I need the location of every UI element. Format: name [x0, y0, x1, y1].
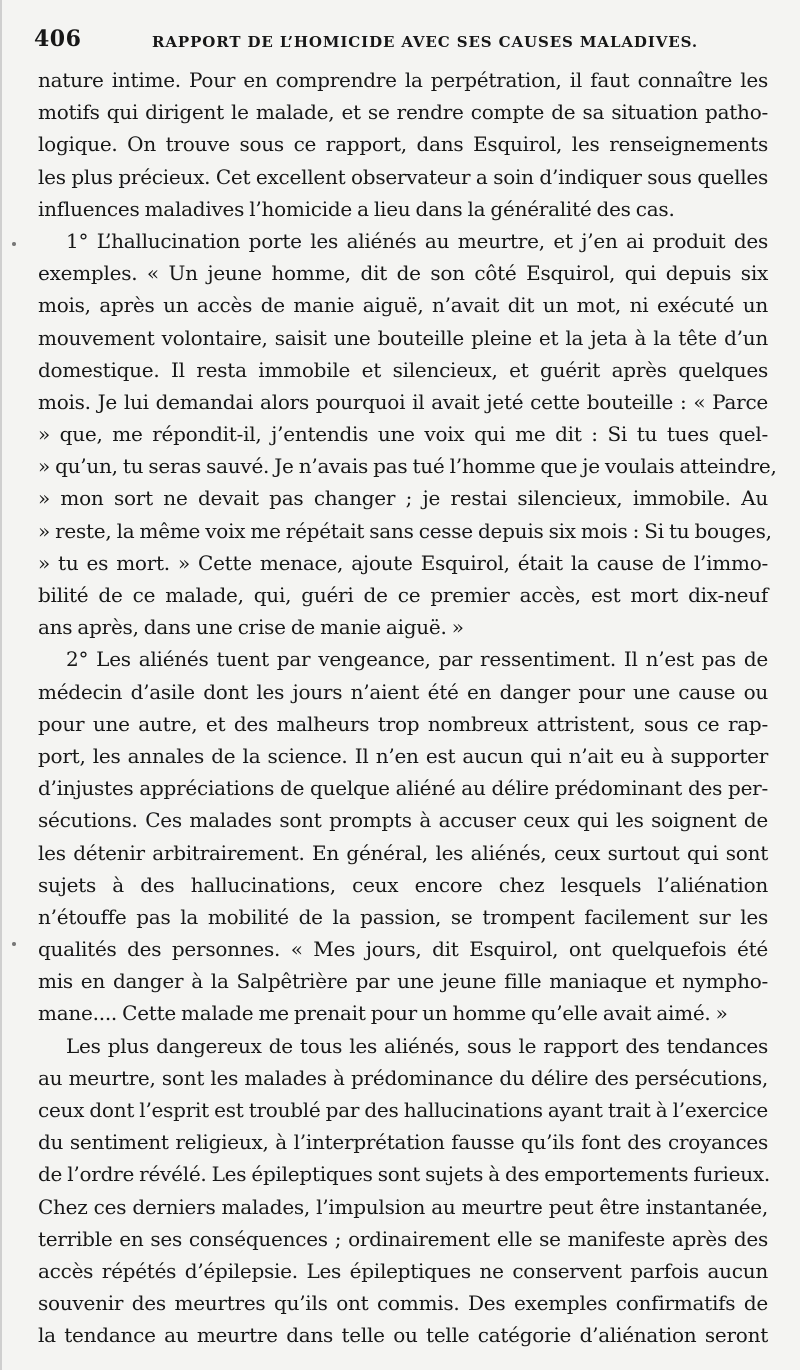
text-line: port, les annales de la science. Il n’en est aucun qui n’ait eu à supporter	[38, 743, 768, 768]
text-line: ans après, dans une crise de manie aiguë. »	[38, 615, 464, 640]
text-line: mouvement volontaire, saisit une bouteille pleine et la jeta à la tête d’un	[38, 325, 768, 350]
text-line: mis en danger à la Salpêtrière par une jeune fille maniaque et nympho-	[38, 969, 768, 994]
running-head	[34, 26, 776, 62]
body-text	[38, 64, 777, 1352]
text-line: du sentiment religieux, à l’interprétation fausse qu’ils font des croyances	[38, 1130, 768, 1155]
text-line: la tendance au meurtre dans telle ou telle catégorie d’aliénation seront	[38, 1323, 768, 1348]
paragraph-start-line: 2° Les aliénés tuent par vengeance, par ressentiment. Il n’est pas de	[66, 647, 768, 672]
text-line: de l’ordre révélé. Les épileptiques sont sujets à des emportements furieux.	[38, 1162, 770, 1187]
text-line: les détenir arbitrairement. En général, les aliénés, ceux surtout qui sont	[38, 840, 768, 865]
text-line: exemples. « Un jeune homme, dit de son côté Esquirol, qui depuis six	[38, 261, 768, 286]
gutter-mark	[12, 242, 16, 246]
text-line: pour une autre, et des malheurs trop nombreux attristent, sous ce rap-	[38, 711, 768, 736]
text-line: mois, après un accès de manie aiguë, n’avait dit un mot, ni exécuté un	[38, 293, 768, 318]
gutter-mark	[12, 942, 16, 946]
text-line: souvenir des meurtres qu’ils ont commis. Des exemples confirmatifs de	[38, 1291, 768, 1316]
text-line: motifs qui dirigent le malade, et se rendre compte de sa situation patho-	[38, 100, 768, 125]
text-line: » qu’un, tu seras sauvé. Je n’avais pas tué l’homme que je voulais atteindre,	[38, 454, 777, 479]
text-line: accès répétés d’épilepsie. Les épileptiques ne conservent parfois aucun	[38, 1258, 768, 1283]
text-line: terrible en ses conséquences ; ordinairement elle se manifeste après des	[38, 1226, 768, 1251]
text-line: les plus précieux. Cet excellent observateur a soin d’indiquer sous quelles	[38, 164, 768, 189]
text-line: qualités des personnes. « Mes jours, dit Esquirol, ont quelquefois été	[38, 937, 768, 962]
text-line: » que, me répondit-il, j’entendis une voix qui me dit : Si tu tues quel-	[38, 422, 768, 447]
text-line: mois. Je lui demandai alors pourquoi il avait jeté cette bouteille : « Parce	[38, 389, 768, 414]
text-line: influences maladives l’homicide a lieu dans la généralité des cas.	[38, 196, 675, 221]
text-line: médecin d’asile dont les jours n’aient été en danger pour une cause ou	[38, 679, 768, 704]
text-line: domestique. Il resta immobile et silencieux, et guérit après quelques	[38, 357, 768, 382]
text-line: » tu es mort. » Cette menace, ajoute Esquirol, était la cause de l’immo-	[38, 550, 768, 575]
text-line: » mon sort ne devait pas changer ; je restai silencieux, immobile. Au	[38, 486, 768, 511]
text-line: nature intime. Pour en comprendre la perpétration, il faut connaître les	[38, 68, 768, 92]
paragraph-start-line: 1° L’hallucination porte les aliénés au meurtre, et j’en ai produit des	[66, 228, 768, 253]
running-title: RAPPORT DE L’HOMICIDE AVEC SES CAUSES MALADIVES.	[152, 33, 698, 51]
text-line: sécutions. Ces malades sont prompts à accuser ceux qui les soignent de	[38, 808, 768, 833]
page-number: 406	[34, 26, 82, 52]
text-line: d’injustes appréciations de quelque aliéné au délire prédominant des per-	[38, 776, 768, 801]
text-line: Chez ces derniers malades, l’impulsion au meurtre peut être instantanée,	[38, 1194, 768, 1219]
text-line: n’étouffe pas la mobilité de la passion, se trompent facilement sur les	[38, 904, 768, 929]
text-line: bilité de ce malade, qui, guéri de ce premier accès, est mort dix-neuf	[38, 583, 768, 607]
text-line: sujets à des hallucinations, ceux encore chez lesquels l’aliénation	[38, 872, 768, 897]
text-line: logique. On trouve sous ce rapport, dans Esquirol, les renseignements	[38, 132, 768, 157]
paragraph-start-line: Les plus dangereux de tous les aliénés, sous le rapport des tendances	[66, 1033, 768, 1058]
text-line: » reste, la même voix me répétait sans cesse depuis six mois : Si tu bouges,	[38, 518, 772, 543]
text-line: ceux dont l’esprit est troublé par des hallucinations ayant trait à l’exercice	[38, 1098, 768, 1122]
text-line: mane.... Cette malade me prenait pour un homme qu’elle avait aimé. »	[38, 1001, 728, 1026]
text-line: au meurtre, sont les malades à prédominance du délire des persécutions,	[38, 1065, 768, 1090]
